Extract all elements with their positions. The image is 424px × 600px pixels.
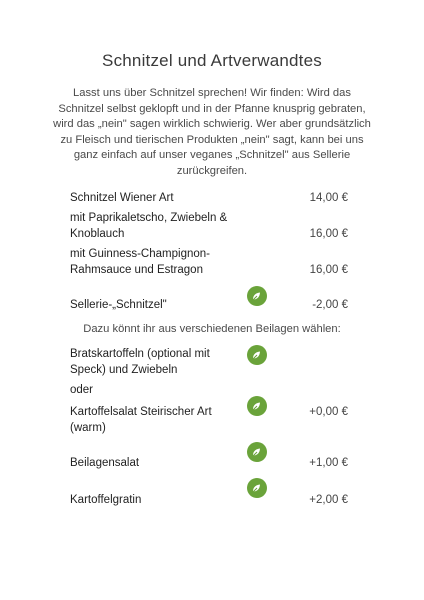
intro-text: Lasst uns über Schnitzel sprechen! Wir finden: Wird das Schnitzel selbst geklopft und in der Pfanne knusprig gebraten, wird das „nein" sagen wirklich schwierig. Wer aber grundsätzlich zu Fleisch und tierischen Produkten „nein" sagt, kann bei uns ganz einfach auf unser veganes „Schnitzel" aus Sellerie zurückgreifen.: [53, 87, 371, 177]
leaf-icon: [247, 478, 267, 498]
menu-item-name: Schnitzel Wiener Art: [70, 192, 174, 204]
side-item-price: +2,00 €: [309, 494, 348, 506]
page-title: Schnitzel und Artverwandtes: [102, 51, 322, 70]
menu-item-name: mit Guinness-Champignon-Rahmsauce und Estragon: [70, 248, 210, 276]
leaf-icon: [247, 286, 267, 306]
side-item-name: Beilagensalat: [70, 457, 140, 469]
side-item-price: +1,00 €: [309, 457, 348, 469]
menu-item-price: -2,00 €: [312, 299, 348, 311]
side-item-price: +0,00 €: [309, 406, 348, 418]
menu-item-name: Sellerie-„Schnitzel": [70, 299, 167, 311]
leaf-icon: [247, 345, 267, 365]
side-item-name: Kartoffelsalat Steirischer Art (warm): [70, 406, 212, 434]
side-item-name: Kartoffelgratin: [70, 494, 142, 506]
leaf-icon: [247, 442, 267, 462]
menu-item-price: 16,00 €: [309, 228, 348, 240]
menu-item-price: 16,00 €: [309, 264, 348, 276]
side-separator: oder: [70, 384, 94, 396]
leaf-icon: [247, 396, 267, 416]
menu-item-price: 14,00 €: [309, 192, 348, 204]
sides-heading: Dazu könnt ihr aus verschiedenen Beilagen wählen:: [83, 323, 341, 335]
menu-item-name: mit Paprikaletscho, Zwiebeln & Knoblauch: [70, 212, 228, 240]
side-item-name: Bratskartoffeln (optional mit Speck) und Zwiebeln: [70, 348, 210, 376]
